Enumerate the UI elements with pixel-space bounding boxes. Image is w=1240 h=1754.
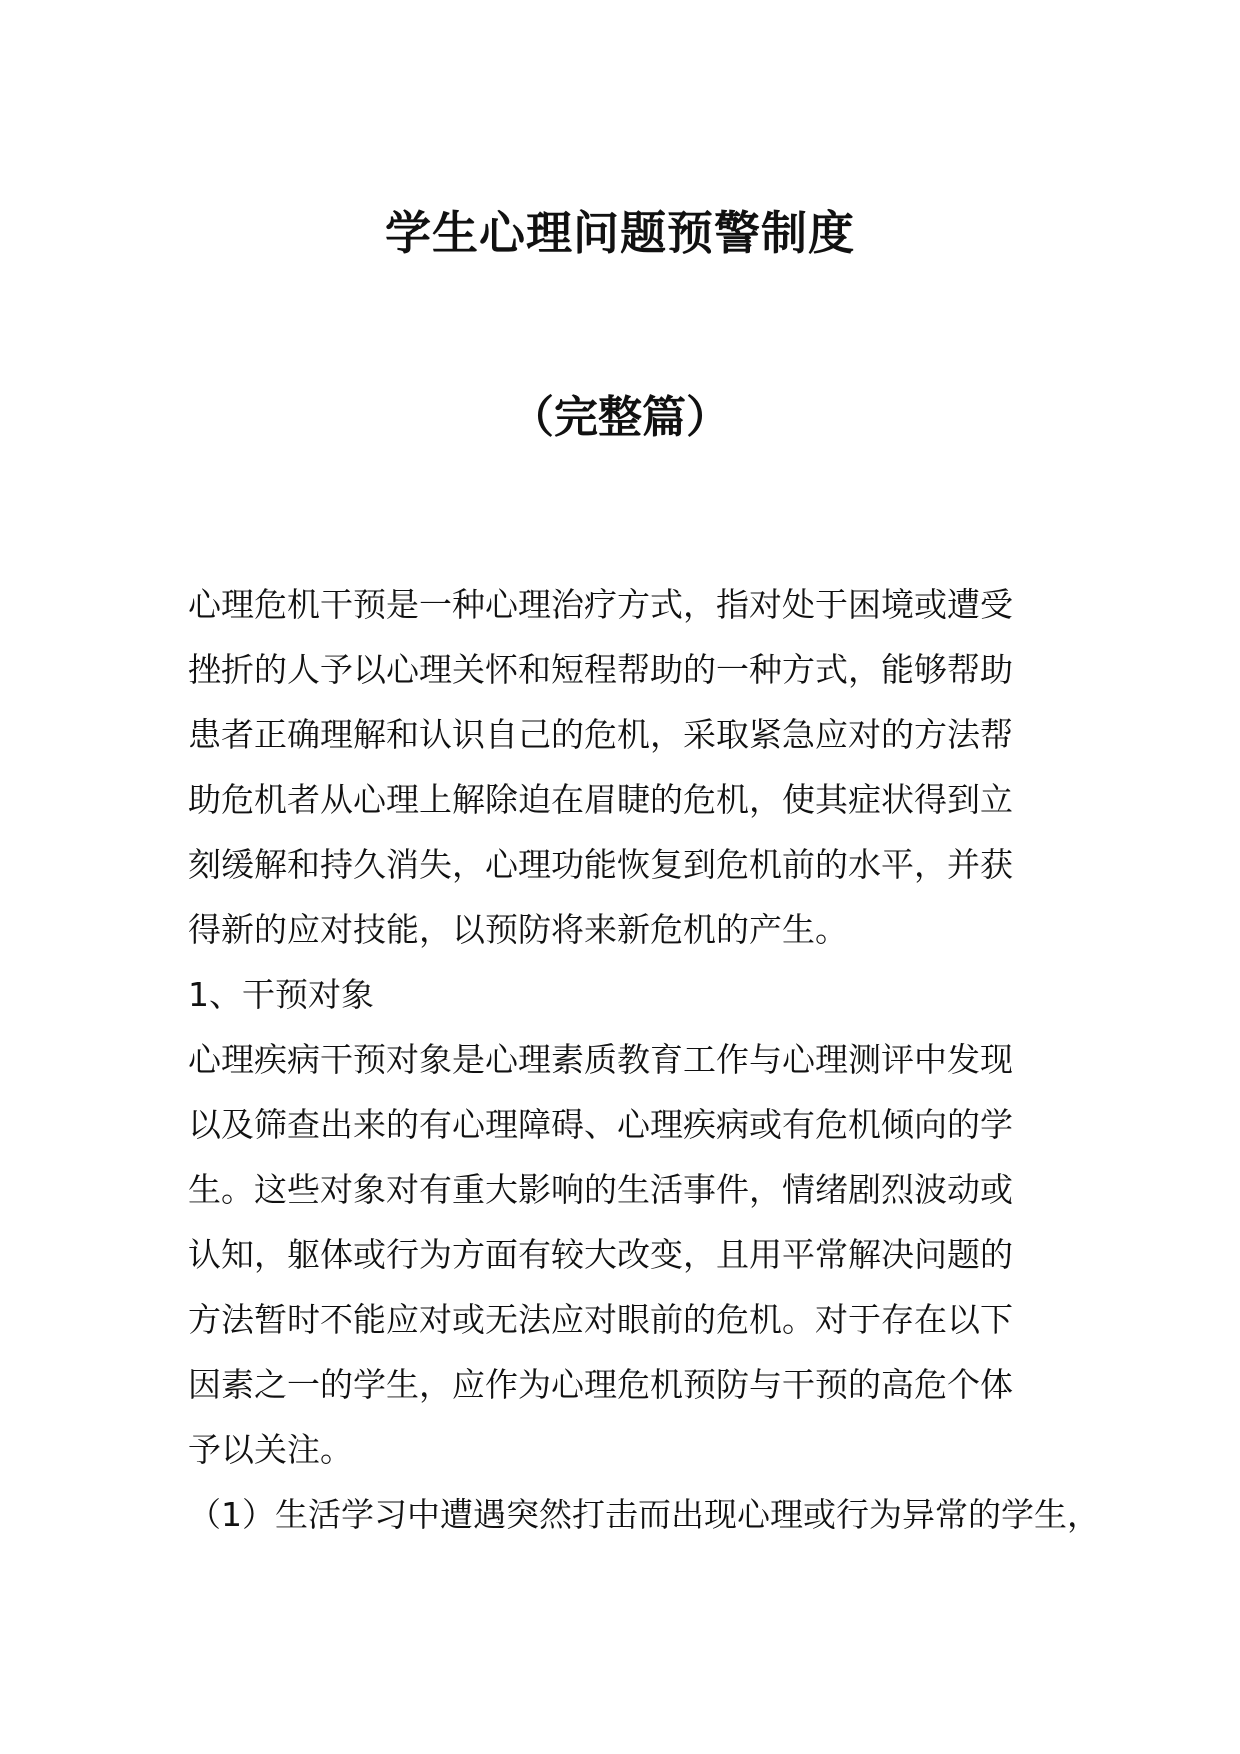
body-line: 心理危机干预是一种心理治疗方式，指对处于困境或遭受 — [188, 585, 1013, 624]
body-line: 认知，躯体或行为方面有较大改变，且用平常解决问题的 — [188, 1235, 1013, 1274]
body-line: 因素之一的学生，应作为心理危机预防与干预的高危个体 — [188, 1365, 1013, 1404]
body-line: 以及筛查出来的有心理障碍、心理疾病或有危机倾向的学 — [188, 1105, 1013, 1144]
body-line: 心理疾病干预对象是心理素质教育工作与心理测评中发现 — [188, 1040, 1013, 1079]
body-line: 生。这些对象对有重大影响的生活事件，情绪剧烈波动或 — [188, 1170, 1013, 1209]
list-item: （1）生活学习中遭遇突然打击而出现心理或行为异常的学生， — [188, 1495, 1100, 1534]
body-line: 得新的应对技能，以预防将来新危机的产生。 — [188, 910, 848, 949]
body-line: 挫折的人予以心理关怀和短程帮助的一种方式，能够帮助 — [188, 650, 1013, 689]
document-title: 学生心理问题预警制度 — [385, 206, 855, 260]
body-line: 患者正确理解和认识自己的危机，采取紧急应对的方法帮 — [188, 715, 1013, 754]
body-line: 予以关注。 — [188, 1430, 353, 1469]
body-line: 方法暂时不能应对或无法应对眼前的危机。对于存在以下 — [188, 1300, 1013, 1339]
body-line: 助危机者从心理上解除迫在眉睫的危机，使其症状得到立 — [188, 780, 1013, 819]
body-line: 刻缓解和持久消失，心理功能恢复到危机前的水平，并获 — [188, 845, 1013, 884]
section-heading: 1、干预对象 — [188, 975, 374, 1014]
document-body — [188, 572, 1100, 1547]
document-subtitle: （完整篇） — [510, 392, 730, 443]
